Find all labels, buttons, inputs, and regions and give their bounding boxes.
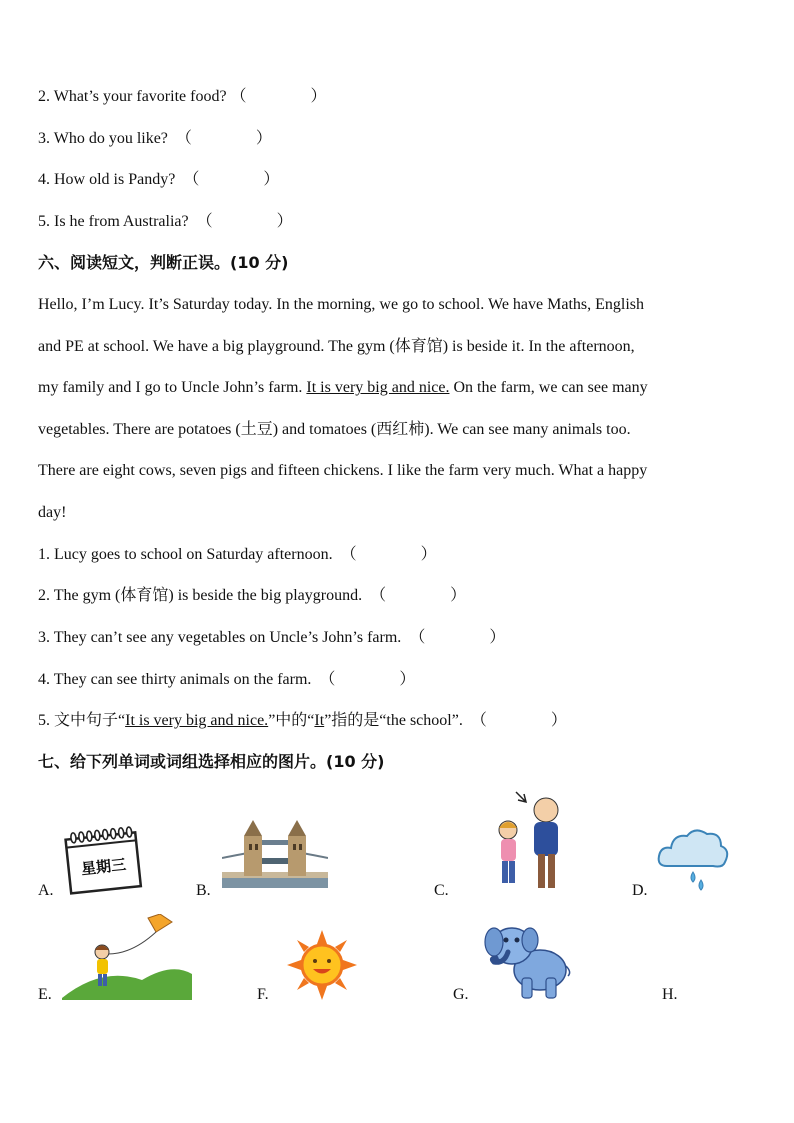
question-3-prev: 3. Who do you like? （ ）: [38, 130, 272, 147]
option-label-c: C.: [434, 882, 449, 899]
question-5-prev: 5. Is he from Australia? （ ）: [38, 213, 293, 230]
passage-line: and PE at school. We have a big playground. The gym (体育馆) is beside it. In the afternoon,: [38, 338, 635, 355]
answer-bracket[interactable]: （ ）: [183, 171, 280, 188]
boy-and-grandpa-icon: [494, 788, 566, 896]
question-4: 4. They can see thirty animals on the farm. （ ）: [38, 671, 416, 688]
answer-bracket[interactable]: （ ）: [340, 546, 437, 563]
section-7-heading: 七、给下列单词或词组选择相应的图片。(10 分): [38, 752, 385, 771]
option-label-h: H.: [662, 986, 678, 1003]
option-label-f: F.: [257, 986, 269, 1003]
option-label-e: E.: [38, 986, 52, 1003]
option-label-g: G.: [453, 986, 469, 1003]
question-1: 1. Lucy goes to school on Saturday afternoon. （ ）: [38, 546, 437, 563]
rain-cloud-icon: [655, 822, 731, 894]
question-4-prev: 4. How old is Pandy? （ ）: [38, 171, 280, 188]
passage-line: my family and I go to Uncle John’s farm. It is very big and nice. On the farm, we can see many: [38, 379, 648, 396]
answer-bracket[interactable]: （ ）: [175, 130, 272, 147]
calendar-text: 星期三: [80, 855, 127, 879]
answer-bracket[interactable]: （ ）: [409, 629, 506, 646]
answer-bracket[interactable]: （ ）: [196, 213, 293, 230]
question-2: 2. The gym (体育馆) is beside the big playground. （ ）: [38, 587, 467, 604]
passage-line: day!: [38, 504, 67, 521]
passage-line: vegetables. There are potatoes (土豆) and tomatoes (西红柿). We can see many animals too.: [38, 421, 631, 438]
underlined-word: It: [314, 712, 325, 729]
passage-line: There are eight cows, seven pigs and fifteen chickens. I like the farm very much. What a happy: [38, 462, 648, 479]
underlined-sentence: It is very big and nice.: [306, 379, 450, 396]
passage-line: Hello, I’m Lucy. It’s Saturday today. In the morning, we go to school. We have Maths, English: [38, 296, 645, 313]
answer-bracket[interactable]: （ ）: [370, 587, 467, 604]
answer-bracket[interactable]: （ ）: [470, 712, 567, 729]
boy-flying-kite-icon: [62, 914, 192, 1000]
elephant-icon: [484, 918, 574, 1002]
option-label-a: A.: [38, 882, 54, 899]
option-label-b: B.: [196, 882, 211, 899]
answer-bracket[interactable]: （ ）: [230, 88, 327, 105]
tower-bridge-icon: [222, 816, 328, 892]
option-label-d: D.: [632, 882, 648, 899]
question-3: 3. They can’t see any vegetables on Uncle’s John’s farm. （ ）: [38, 629, 506, 646]
section-6-heading: 六、阅读短文，判断正误。(10 分): [38, 253, 289, 272]
question-5: 5. 文中句子“It is very big and nice.”中的“It”指的是“the school”. （ ）: [38, 712, 567, 729]
smiling-sun-icon: [287, 930, 357, 1000]
underlined-sentence: It is very big and nice.: [125, 712, 269, 729]
calendar-icon: [60, 826, 144, 896]
answer-bracket[interactable]: （ ）: [319, 671, 416, 688]
question-2-prev: 2. What’s your favorite food? （ ）: [38, 88, 327, 105]
